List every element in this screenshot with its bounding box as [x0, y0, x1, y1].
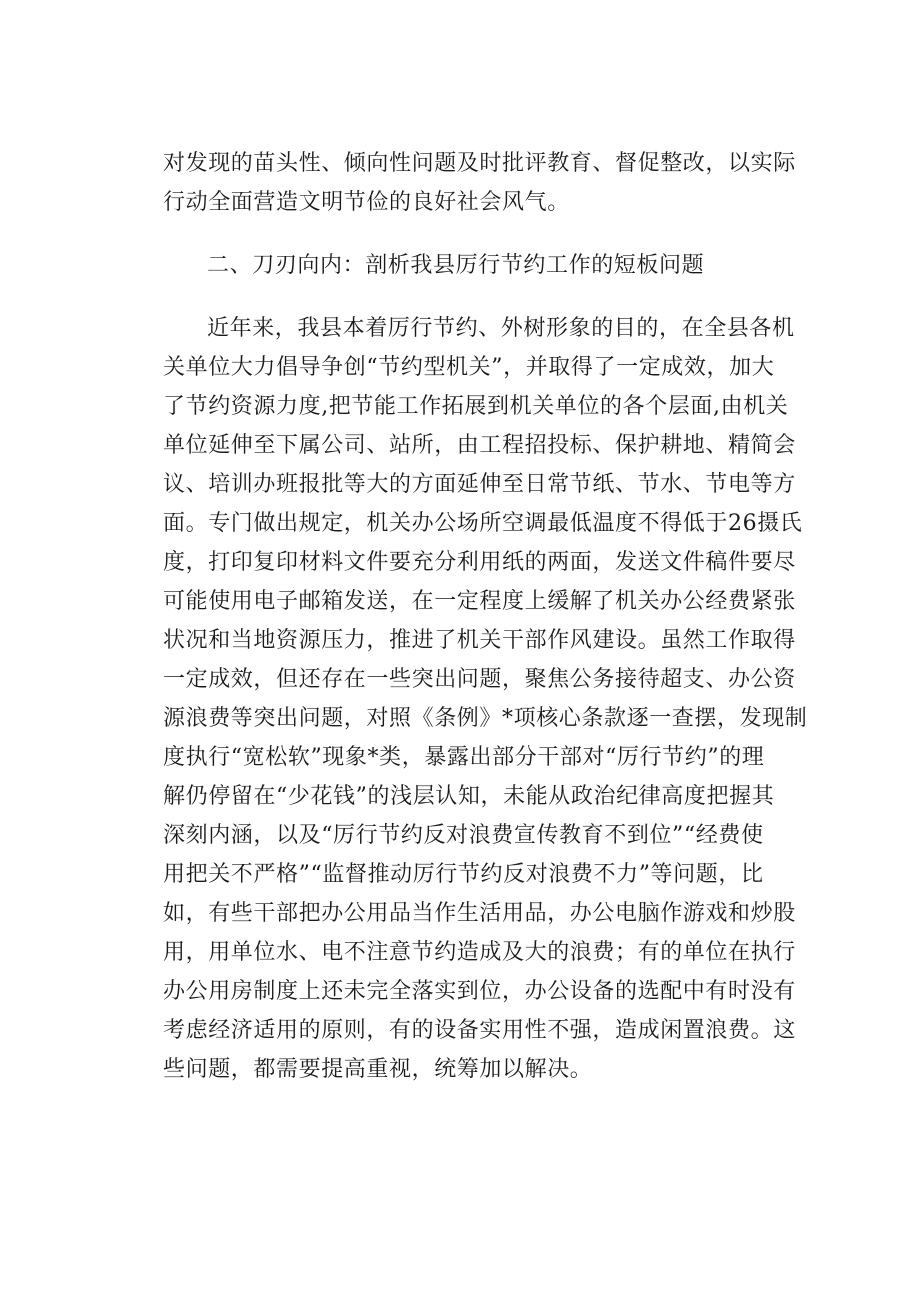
text-line: 了节约资源力度,把节能工作拓展到机关单位的各个层面,由机关 — [163, 394, 789, 419]
text-line: 面。专门做出规定，机关办公场所空调最低温度不得低于26摄氏 — [163, 511, 803, 536]
text-line: 深刻内涵，以及“厉行节约反对浪费宣传教育不到位”“经费使 — [163, 823, 764, 848]
text-line: 如，有些干部把办公用品当作生活用品，办公电脑作游戏和炒股 — [163, 901, 796, 926]
text-line: 用，用单位水、电不注意节约造成及大的浪费；有的单位在执行 — [163, 940, 796, 965]
text-line: 可能使用电子邮箱发送，在一定程度上缓解了机关办公经费紧张 — [163, 589, 796, 614]
text-line: 关单位大力倡导争创“节约型机关”，并取得了一定成效，加大 — [163, 355, 775, 380]
text-line: 一定成效，但还存在一些突出问题，聚焦公务接待超支、办公资 — [163, 667, 796, 692]
section-heading: 二、刀刃向内：剖析我县厉行节约工作的短板问题 — [207, 253, 705, 278]
text-line: 单位延伸至下属公司、站所，由工程招投标、保护耕地、精简会 — [163, 433, 796, 458]
text-line: 考虑经济适用的原则，有的设备实用性不强，造成闲置浪费。这 — [163, 1018, 796, 1043]
text-line: 办公用房制度上还未完全落实到位，办公设备的选配中有时没有 — [163, 979, 796, 1004]
paragraph-2 — [163, 313, 808, 1086]
paragraph-1 — [163, 148, 796, 219]
text-line: 度执行“宽松软”现象*类，暴露出部分干部对“厉行节约”的理 — [163, 745, 765, 770]
text-line: 状况和当地资源压力，推进了机关干部作风建设。虽然工作取得 — [163, 628, 796, 653]
text-line: 些问题，都需要提高重视，统筹加以解决。 — [163, 1057, 593, 1082]
text-line: 近年来，我县本着厉行节约、外树形象的目的，在全县各机 — [207, 316, 795, 341]
text-line: 用把关不严格”“监督推动厉行节约反对浪费不力”等问题，比 — [163, 862, 764, 887]
text-line: 议、培训办班报批等大的方面延伸至日常节纸、节水、节电等方 — [163, 472, 796, 497]
text-line: 解仍停留在“少花钱”的浅层认知，未能从政治纪律高度把握其 — [163, 784, 775, 809]
text-line: 行动全面营造文明节俭的良好社会风气。 — [163, 190, 570, 215]
document-body — [163, 148, 808, 1093]
text-line: 度，打印复印材料文件要充分利用纸的两面，发送文件稿件要尽 — [163, 550, 796, 575]
text-line: 源浪费等突出问题，对照《条例》*项核心条款逐一查摆，发现制 — [163, 706, 808, 731]
text-line: 对发现的苗头性、倾向性问题及时批评教育、督促整改，以实际 — [163, 151, 796, 176]
